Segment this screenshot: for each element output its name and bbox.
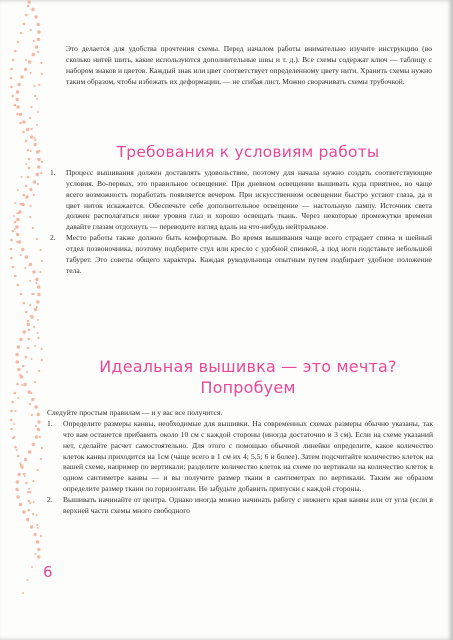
decorative-dot bbox=[25, 14, 28, 17]
decorative-dot bbox=[40, 535, 42, 537]
decorative-dot bbox=[25, 356, 28, 359]
decorative-dot bbox=[36, 514, 38, 516]
decorative-dot bbox=[34, 95, 36, 97]
decorative-dot bbox=[25, 195, 28, 198]
decorative-dot bbox=[27, 347, 30, 350]
decorative-dot bbox=[27, 176, 30, 179]
decorative-dot bbox=[37, 293, 40, 296]
decorative-dot bbox=[41, 260, 43, 262]
decorative-dot bbox=[31, 414, 33, 416]
decorative-dot bbox=[20, 464, 23, 467]
decorative-dot bbox=[29, 280, 31, 282]
decorative-dot bbox=[15, 98, 18, 101]
decorative-dot bbox=[37, 165, 40, 168]
decorative-dot bbox=[14, 275, 17, 278]
decorative-dot bbox=[36, 124, 38, 126]
decorative-dot bbox=[41, 73, 43, 75]
decorative-dot bbox=[32, 480, 34, 482]
decorative-dot bbox=[14, 221, 17, 224]
decorative-dot bbox=[37, 555, 40, 558]
decorative-dot bbox=[38, 370, 40, 372]
decorative-dot bbox=[31, 128, 33, 130]
decorative-dot bbox=[32, 53, 35, 56]
decorative-dot bbox=[22, 592, 24, 594]
decorative-dot bbox=[29, 263, 32, 266]
decorative-dot bbox=[17, 455, 20, 458]
decorative-dot bbox=[33, 293, 35, 295]
list-item bbox=[50, 233, 432, 276]
decorative-dot bbox=[36, 524, 38, 526]
decorative-dot bbox=[27, 0, 30, 3]
decorative-dot bbox=[37, 23, 40, 26]
decorative-dot bbox=[28, 509, 31, 512]
decorative-dot bbox=[24, 267, 26, 269]
decorative-dot bbox=[15, 488, 18, 491]
decorative-dot bbox=[29, 403, 31, 405]
decorative-dot bbox=[22, 131, 25, 134]
decorative-dot bbox=[10, 77, 13, 80]
decorative-dot bbox=[27, 149, 30, 152]
decorative-dot bbox=[16, 113, 19, 116]
decorative-dot bbox=[28, 500, 31, 503]
decorative-dot bbox=[33, 501, 35, 503]
decorative-dot bbox=[28, 158, 31, 161]
decorative-dot bbox=[33, 143, 36, 146]
decorative-dot bbox=[31, 566, 33, 568]
decorative-dot bbox=[28, 488, 30, 490]
decorative-dot bbox=[33, 326, 35, 328]
decorative-dot bbox=[24, 68, 27, 71]
section-heading-ideal-embroidery bbox=[60, 356, 436, 398]
decorative-dot bbox=[13, 215, 15, 217]
decorative-dot bbox=[35, 278, 38, 281]
decorative-dot bbox=[10, 86, 13, 89]
decorative-dot bbox=[37, 30, 40, 33]
decorative-dot bbox=[22, 365, 25, 368]
decorative-dot bbox=[23, 302, 26, 305]
decorative-dot bbox=[22, 194, 25, 197]
decorative-dot bbox=[37, 319, 39, 321]
decorative-dot bbox=[17, 41, 20, 44]
decorative-dot bbox=[40, 62, 42, 64]
decorative-dot bbox=[30, 29, 32, 31]
decorative-dot bbox=[40, 458, 42, 460]
decorative-dot bbox=[14, 410, 16, 412]
decorative-dot bbox=[12, 95, 15, 98]
decorative-dot bbox=[36, 98, 38, 100]
decorative-dot bbox=[14, 50, 17, 53]
decorative-dot bbox=[30, 150, 32, 152]
decorative-dot bbox=[24, 475, 26, 477]
section-heading-requirements: Требования к условиям работы bbox=[116, 143, 380, 161]
decorative-dot bbox=[33, 40, 35, 42]
decorative-dot bbox=[39, 271, 41, 273]
decorative-dot bbox=[25, 59, 27, 61]
decorative-dot bbox=[14, 104, 17, 107]
list-item-number: 1. bbox=[47, 419, 53, 428]
decorative-dot bbox=[14, 228, 16, 230]
decorative-dot bbox=[37, 469, 39, 471]
decorative-dot bbox=[37, 413, 40, 416]
decorative-dot bbox=[37, 285, 40, 288]
decorative-dot bbox=[23, 330, 26, 333]
decorative-dot bbox=[28, 60, 31, 63]
decorative-dot bbox=[10, 410, 13, 413]
decorative-dot bbox=[35, 553, 37, 555]
decorative-dot bbox=[36, 306, 38, 308]
decorative-dot bbox=[23, 23, 26, 26]
decorative-dot bbox=[20, 293, 23, 296]
list-item-number: 2. bbox=[50, 233, 56, 243]
decorative-dot bbox=[37, 111, 39, 113]
decorative-dot bbox=[21, 176, 23, 178]
decorative-dot bbox=[20, 203, 23, 206]
decorative-dot bbox=[26, 128, 29, 131]
decorative-dot bbox=[21, 248, 24, 251]
decorative-dot bbox=[40, 348, 42, 350]
decorative-dot bbox=[35, 45, 38, 48]
decorative-dot bbox=[28, 450, 31, 453]
decorative-dot bbox=[25, 311, 28, 314]
decorative-dot bbox=[19, 122, 22, 125]
decorative-dot bbox=[30, 205, 32, 207]
decorative-dot bbox=[10, 248, 13, 251]
decorative-dot bbox=[29, 502, 31, 504]
decorative-dot bbox=[22, 510, 25, 513]
decorative-dot bbox=[36, 332, 38, 334]
decorative-dot bbox=[17, 83, 20, 86]
decorative-dot bbox=[19, 338, 22, 341]
decorative-dot bbox=[22, 120, 25, 123]
decorative-dot bbox=[17, 284, 20, 287]
list-item bbox=[50, 168, 432, 233]
decorative-dot bbox=[29, 117, 31, 119]
rules-list bbox=[47, 419, 433, 517]
decorative-dot bbox=[30, 358, 32, 360]
decorative-dot bbox=[31, 398, 34, 401]
decorative-dot bbox=[16, 383, 19, 386]
list-item-text: Процесс вышивания должен доставлять удовольствие, поэтому для начала нужно создать соответствующие условия. Во-первых, это правильное освещение. При дневном освещении вышивать куда приятнее, но чаще всего возможность поработать появляется вечером. При искусственном освещении быстро устают глаза, да и цвет ниток искажается. Обеспечьте себе дополнительное освещение — настольную лампу. Источник света должен располагаться ниже уровня глаз и хорошо освещать ткань. Через некоторые промежутки времени давайте глазам отдохнуть — переводите взгляд вдаль на что-нибудь нейтральное. bbox=[66, 168, 432, 232]
decorative-dot bbox=[14, 436, 16, 438]
decorative-dot bbox=[19, 503, 22, 506]
decorative-dot bbox=[16, 218, 19, 221]
decorative-dot bbox=[18, 240, 21, 243]
decorative-dot bbox=[16, 241, 18, 243]
decorative-dot bbox=[36, 300, 39, 303]
decorative-dot bbox=[27, 320, 30, 323]
decorative-dot bbox=[17, 397, 19, 399]
decorative-dot bbox=[12, 266, 15, 269]
decorative-dot bbox=[32, 513, 34, 515]
decorative-dot bbox=[26, 518, 29, 521]
decorative-dot bbox=[20, 32, 23, 35]
decorative-dot bbox=[34, 405, 37, 408]
decorative-dot bbox=[37, 183, 39, 185]
decorative-dot bbox=[28, 167, 31, 170]
decorative-dot bbox=[10, 419, 13, 422]
decorative-dot bbox=[36, 238, 38, 240]
decorative-dot bbox=[38, 150, 40, 152]
decorative-dot bbox=[10, 428, 13, 431]
decorative-dot bbox=[30, 315, 32, 317]
decorative-dot bbox=[28, 329, 31, 332]
decorative-dot bbox=[41, 161, 43, 163]
list-item-text: Вышивать начинайте от центра. Однако иногда можно начинать работу с нижнего края канвы или от угла (если в верхней части схемы много свободного bbox=[63, 494, 433, 515]
decorative-dot bbox=[27, 579, 29, 581]
decorative-dot bbox=[30, 106, 32, 108]
intro-paragraph: Это делается для удобства прочтения схемы. Перед началом работы внимательно изучите инструкцию (во сколько нитей шить, какие используются дополнительные швы и т. д.). Все схемы содержат ключ — таблицу с набором знаков и цветов. Каждый знак или цвет соответствует определенному цвету нити. Хранить схемы нужно таким образом, чтобы избежать их деформации, — не сгибая лист. Можно сворачивать схемы трубочкой. bbox=[66, 44, 432, 86]
decorative-dot bbox=[25, 255, 28, 258]
decorative-dot bbox=[14, 392, 17, 395]
decorative-dot bbox=[37, 51, 39, 53]
decorative-dot bbox=[17, 473, 20, 476]
decorative-dot bbox=[33, 194, 35, 196]
page-number: 6 bbox=[43, 563, 53, 581]
decorative-dot bbox=[16, 449, 18, 451]
decorative-dot bbox=[14, 202, 16, 204]
heading-line-2: Попробуем bbox=[200, 378, 296, 397]
decorative-dot bbox=[37, 527, 39, 529]
list-item-number: 1. bbox=[50, 168, 56, 177]
decorative-dot bbox=[37, 420, 40, 423]
decorative-dot bbox=[26, 371, 28, 373]
decorative-dot bbox=[25, 482, 28, 485]
decorative-dot bbox=[40, 249, 42, 251]
decorative-dot bbox=[37, 548, 40, 551]
decorative-dot bbox=[37, 337, 39, 339]
decorative-dot bbox=[30, 392, 32, 394]
decorative-dot bbox=[20, 75, 23, 78]
decorative-dot bbox=[10, 257, 13, 260]
decorative-dot bbox=[17, 345, 20, 348]
decorative-dot bbox=[35, 282, 37, 284]
decorative-dot bbox=[25, 140, 28, 143]
decorative-dot bbox=[34, 15, 37, 18]
decorative-dot bbox=[16, 233, 19, 236]
decorative-dot bbox=[17, 368, 20, 371]
decorative-dot bbox=[10, 68, 13, 71]
decorative-dot bbox=[19, 462, 21, 464]
decorative-dot bbox=[40, 172, 42, 174]
requirements-list bbox=[50, 168, 432, 276]
decorative-dot bbox=[15, 353, 18, 356]
decorative-dot bbox=[16, 480, 19, 483]
decorative-dot bbox=[29, 304, 31, 306]
decorative-dot bbox=[24, 458, 27, 461]
decorative-dot bbox=[17, 189, 19, 191]
decorative-dot bbox=[36, 173, 39, 176]
decorative-dot bbox=[17, 212, 20, 215]
decorative-dot bbox=[29, 188, 32, 191]
decorative-dot bbox=[11, 401, 14, 404]
decorative-dot bbox=[23, 473, 26, 476]
decorative-dot bbox=[34, 137, 36, 139]
decorative-dot bbox=[41, 359, 43, 361]
decorative-dot bbox=[31, 8, 34, 11]
decorative-dot bbox=[34, 345, 36, 347]
decorative-dot bbox=[21, 384, 23, 386]
decorative-dot-border bbox=[0, 0, 50, 640]
decorative-dot bbox=[16, 360, 19, 363]
decorative-dot bbox=[32, 443, 35, 446]
decorative-dot bbox=[12, 59, 15, 62]
list-item bbox=[47, 495, 433, 517]
decorative-dot bbox=[38, 84, 40, 86]
decorative-dot bbox=[25, 163, 27, 165]
list-item-text: Определите размеры канвы, необходимые для вышивки. На современных схемах размеры обычно указаны, так что вам останется прибавить около 10 см с каждой стороны (иногда достаточно и 3 см). Если на схеме указаний нет, сделайте расчет самостоятельно. Для этого с помощью обычной линейки определите, какое количество клеток канвы приходится на 1см (чаще всего в 1 см их 4; 5,5; 6 и более). Затем подсчитайте количество клеток на вашей схеме, например по вертикали; разделите количество клеток на схеме по вертикали на количество клеток в одном сантиметре канвы — и вы получите размер ткани в сантиметрах по вертикали. Таким же образом определите размер ткани по горизонтали. Не забудьте добавить припуски с каждой стороны. bbox=[63, 419, 433, 494]
decorative-dot bbox=[27, 5, 30, 8]
decorative-dot bbox=[35, 425, 37, 427]
decorative-dot bbox=[19, 113, 22, 116]
decorative-dot bbox=[23, 383, 26, 386]
decorative-dot bbox=[25, 185, 28, 188]
decorative-dot bbox=[30, 525, 33, 528]
decorative-dot bbox=[33, 533, 36, 536]
heading-line-1: Идеальная вышивка — это мечта? bbox=[99, 357, 397, 376]
decorative-dot bbox=[16, 495, 19, 498]
decorative-dot bbox=[41, 447, 43, 449]
decorative-dot bbox=[16, 90, 19, 93]
decorative-dot bbox=[32, 270, 35, 273]
decorative-dot bbox=[30, 72, 32, 74]
lead-sentence: Следуйте простым правилам — и у вас все получится. bbox=[47, 408, 223, 417]
decorative-dot bbox=[37, 38, 40, 41]
list-item-number: 2. bbox=[47, 494, 53, 504]
decorative-dot bbox=[29, 216, 31, 218]
decorative-dot bbox=[27, 323, 30, 326]
decorative-dot bbox=[10, 239, 13, 242]
decorative-dot bbox=[37, 540, 39, 542]
decorative-dot bbox=[28, 338, 31, 341]
decorative-dot bbox=[34, 85, 36, 87]
decorative-dot bbox=[32, 227, 34, 229]
decorative-dot bbox=[39, 436, 41, 438]
decorative-dot bbox=[16, 105, 19, 108]
decorative-dot bbox=[15, 225, 18, 228]
decorative-dot bbox=[20, 254, 22, 256]
decorative-dot bbox=[33, 180, 36, 183]
decorative-dot bbox=[34, 308, 37, 311]
decorative-dot bbox=[27, 491, 30, 494]
decorative-dot bbox=[35, 435, 38, 438]
decorative-dot bbox=[13, 423, 15, 425]
decorative-dot bbox=[34, 381, 36, 383]
decorative-dot bbox=[29, 491, 31, 493]
decorative-dot bbox=[14, 446, 17, 449]
decorative-dot bbox=[37, 428, 40, 431]
decorative-dot bbox=[34, 139, 36, 141]
decorative-dot bbox=[37, 158, 40, 161]
decorative-dot bbox=[30, 135, 33, 138]
list-item bbox=[47, 419, 433, 495]
decorative-dot bbox=[12, 230, 15, 233]
decorative-dot bbox=[19, 374, 22, 377]
list-item-text: Место работы также должно быть комфортным. Во время вышивания чаще всего страдает спина и шейный отдел позвоночника, поэтому подберите стул или кресло с удобной спинкой, а под ноги подставьте небольшой табурет. Это советы общего характера. Каждая рукодельница опытным путем подбирает удобное положение тела. bbox=[66, 233, 432, 275]
